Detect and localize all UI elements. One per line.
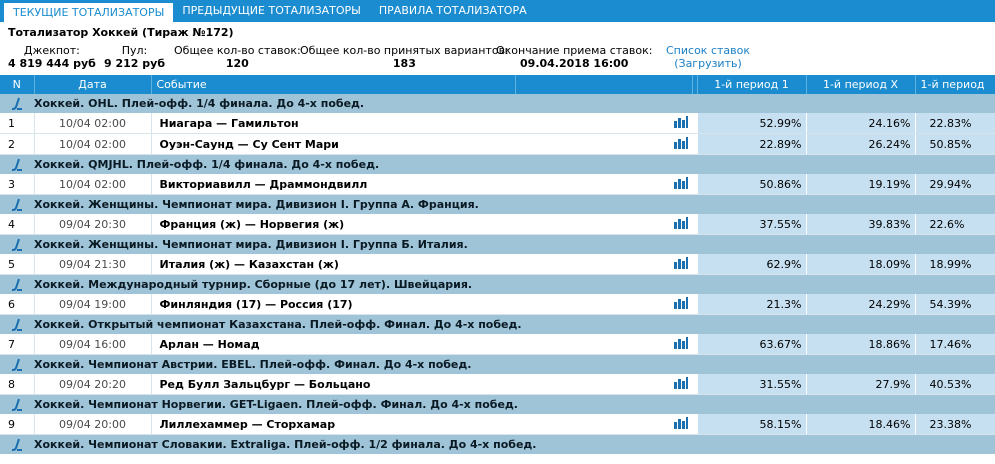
percent-p2: 40.53% xyxy=(915,374,995,395)
percent-p2: 54.39% xyxy=(915,294,995,315)
event-name: Италия (ж) — Казахстан (ж) xyxy=(151,254,515,275)
row-number: 3 xyxy=(0,174,34,195)
hockey-icon xyxy=(0,235,34,255)
percent-px: 18.46% xyxy=(806,414,915,435)
percent-p1: 62.9% xyxy=(697,254,806,275)
hockey-icon xyxy=(0,94,34,113)
percent-px: 27.9% xyxy=(806,374,915,395)
percent-p2: 50.85% xyxy=(915,134,995,155)
table-row xyxy=(0,113,995,134)
event-date: 09/04 20:30 xyxy=(34,214,151,235)
stats-cell xyxy=(515,134,692,155)
event-date: 09/04 16:00 xyxy=(34,334,151,355)
variants-stat: Общее кол-во принятых вариантов: 183 xyxy=(300,44,509,70)
percent-p1: 22.89% xyxy=(697,134,806,155)
event-date: 09/04 20:00 xyxy=(34,414,151,435)
stats-cell xyxy=(515,374,692,395)
hockey-icon xyxy=(0,315,34,335)
percent-px: 26.24% xyxy=(806,134,915,155)
percent-p1: 37.55% xyxy=(697,214,806,235)
league-name: Хоккей. Женщины. Чемпионат мира. Дивизион I. Группа Б. Италия. xyxy=(34,235,995,255)
row-number: 7 xyxy=(0,334,34,355)
event-date: 10/04 02:00 xyxy=(34,113,151,134)
lottery-info xyxy=(0,22,995,70)
league-group-row xyxy=(0,275,995,295)
event-name: Ниагара — Гамильтон xyxy=(151,113,515,134)
jackpot-stat: Джекпот: 4 819 444 руб xyxy=(8,44,96,70)
jackpot-value: 4 819 444 руб xyxy=(8,57,96,70)
table-row xyxy=(0,374,995,395)
league-name: Хоккей. OHL. Плей-офф. 1/4 финала. До 4-х побед. xyxy=(34,94,995,113)
col-p2: 1-й период xyxy=(915,75,995,94)
col-n: N xyxy=(0,75,34,94)
bar-chart-icon[interactable] xyxy=(674,337,688,352)
row-number: 9 xyxy=(0,414,34,435)
tab-rules[interactable]: ПРАВИЛА ТОТАЛИЗАТОРА xyxy=(378,4,527,17)
col-p1: 1-й период 1 xyxy=(697,75,806,94)
percent-p1: 52.99% xyxy=(697,113,806,134)
league-name: Хоккей. Чемпионат Австрии. EBEL. Плей-офф. Финал. До 4-х побед. xyxy=(34,355,995,375)
league-name: Хоккей. Чемпионат Словакии. Extraliga. Плей-офф. 1/2 финала. До 4-х побед. xyxy=(34,435,995,455)
bets-stat: Общее кол-во ставок: 120 xyxy=(174,44,301,70)
percent-p1: 50.86% xyxy=(697,174,806,195)
event-date: 10/04 02:00 xyxy=(34,174,151,195)
hockey-icon xyxy=(0,275,34,295)
percent-p1: 31.55% xyxy=(697,374,806,395)
stats-cell xyxy=(515,254,692,275)
table-row xyxy=(0,134,995,155)
variants-value: 183 xyxy=(392,57,416,70)
bet-list-link[interactable]: Список ставок (Загрузить) xyxy=(666,44,750,70)
event-date: 09/04 20:20 xyxy=(34,374,151,395)
row-number: 1 xyxy=(0,113,34,134)
percent-p2: 18.99% xyxy=(915,254,995,275)
event-name: Арлан — Номад xyxy=(151,334,515,355)
col-px: 1-й период X xyxy=(806,75,915,94)
bar-chart-icon[interactable] xyxy=(674,177,688,192)
league-name: Хоккей. QMJHL. Плей-офф. 1/4 финала. До 4-х побед. xyxy=(34,155,995,175)
league-name: Хоккей. Чемпионат Норвегии. GET-Ligaen. Плей-офф. Финал. До 4-х побед. xyxy=(34,395,995,415)
events-table xyxy=(0,75,995,454)
event-name: Викториавилл — Драммондвилл xyxy=(151,174,515,195)
bar-chart-icon[interactable] xyxy=(674,417,688,432)
row-number: 5 xyxy=(0,254,34,275)
stats-cell xyxy=(515,214,692,235)
hockey-icon xyxy=(0,355,34,375)
league-group-row xyxy=(0,435,995,455)
league-group-row xyxy=(0,355,995,375)
end-stat: Окончание приема ставок: 09.04.2018 16:00 xyxy=(496,44,653,70)
league-group-row xyxy=(0,315,995,335)
bets-value: 120 xyxy=(225,57,249,70)
event-name: Ред Булл Зальцбург — Больцано xyxy=(151,374,515,395)
table-row xyxy=(0,294,995,315)
pool-value: 9 212 руб xyxy=(104,57,165,70)
percent-px: 24.29% xyxy=(806,294,915,315)
end-value: 09.04.2018 16:00 xyxy=(520,57,629,70)
percent-px: 24.16% xyxy=(806,113,915,134)
hockey-icon xyxy=(0,155,34,175)
bar-chart-icon[interactable] xyxy=(674,116,688,131)
tab-current[interactable]: ТЕКУЩИЕ ТОТАЛИЗАТОРЫ xyxy=(4,3,173,22)
hockey-icon xyxy=(0,195,34,215)
event-name: Франция (ж) — Норвегия (ж) xyxy=(151,214,515,235)
pool-stat: Пул: 9 212 руб xyxy=(104,44,165,70)
event-date: 10/04 02:00 xyxy=(34,134,151,155)
table-row xyxy=(0,174,995,195)
table-row xyxy=(0,254,995,275)
percent-px: 39.83% xyxy=(806,214,915,235)
percent-p2: 17.46% xyxy=(915,334,995,355)
row-number: 8 xyxy=(0,374,34,395)
stats-cell xyxy=(515,174,692,195)
tab-bar xyxy=(0,0,995,22)
league-group-row xyxy=(0,195,995,215)
stats-cell xyxy=(515,414,692,435)
percent-p2: 22.6% xyxy=(915,214,995,235)
event-name: Финляндия (17) — Россия (17) xyxy=(151,294,515,315)
percent-p2: 29.94% xyxy=(915,174,995,195)
league-name: Хоккей. Открытый чемпионат Казахстана. Плей-офф. Финал. До 4-х побед. xyxy=(34,315,995,335)
bar-chart-icon[interactable] xyxy=(674,377,688,392)
table-body xyxy=(0,94,995,454)
hockey-icon xyxy=(0,395,34,415)
table-header xyxy=(0,75,995,94)
col-event: Событие xyxy=(151,75,515,94)
table-row xyxy=(0,214,995,235)
hockey-icon xyxy=(0,435,34,455)
event-name: Лиллехаммер — Сторхамар xyxy=(151,414,515,435)
row-number: 2 xyxy=(0,134,34,155)
bar-chart-icon[interactable] xyxy=(674,297,688,312)
event-date: 09/04 19:00 xyxy=(34,294,151,315)
bar-chart-icon[interactable] xyxy=(674,217,688,232)
percent-px: 18.09% xyxy=(806,254,915,275)
page-title: Тотализатор Хоккей (Тираж №172) xyxy=(8,26,234,39)
col-date: Дата xyxy=(34,75,151,94)
league-group-row xyxy=(0,395,995,415)
league-group-row xyxy=(0,235,995,255)
row-number: 4 xyxy=(0,214,34,235)
table-row xyxy=(0,334,995,355)
league-name: Хоккей. Женщины. Чемпионат мира. Дивизион I. Группа А. Франция. xyxy=(34,195,995,215)
percent-p1: 58.15% xyxy=(697,414,806,435)
percent-p1: 21.3% xyxy=(697,294,806,315)
bar-chart-icon[interactable] xyxy=(674,257,688,272)
percent-px: 18.86% xyxy=(806,334,915,355)
col-spacer xyxy=(515,75,692,94)
bar-chart-icon[interactable] xyxy=(674,137,688,152)
table-row xyxy=(0,414,995,435)
percent-p1: 63.67% xyxy=(697,334,806,355)
league-name: Хоккей. Международный турнир. Сборные (до 17 лет). Швейцария. xyxy=(34,275,995,295)
row-number: 6 xyxy=(0,294,34,315)
event-name: Оуэн-Саунд — Су Сент Мари xyxy=(151,134,515,155)
event-date: 09/04 21:30 xyxy=(34,254,151,275)
percent-p2: 23.38% xyxy=(915,414,995,435)
percent-p2: 22.83% xyxy=(915,113,995,134)
stats-cell xyxy=(515,113,692,134)
league-group-row xyxy=(0,94,995,113)
stats-cell xyxy=(515,294,692,315)
tab-previous[interactable]: ПРЕДЫДУЩИЕ ТОТАЛИЗАТОРЫ xyxy=(182,4,361,17)
stats-cell xyxy=(515,334,692,355)
percent-px: 19.19% xyxy=(806,174,915,195)
league-group-row xyxy=(0,155,995,175)
